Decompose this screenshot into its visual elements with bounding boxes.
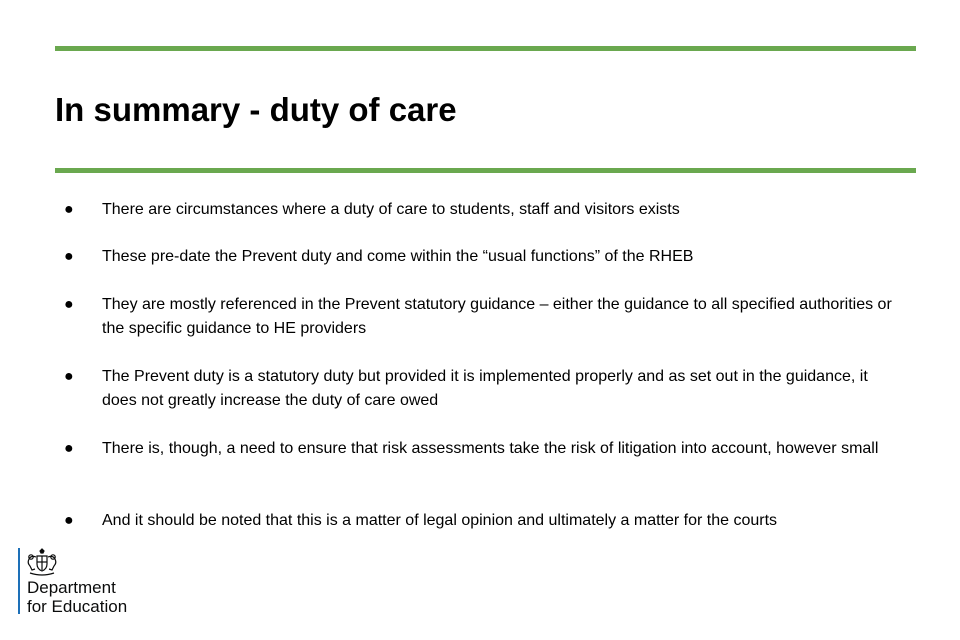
bullet-text: The Prevent duty is a statutory duty but provided it is implemented properly and as set out in the guidance, it does not greatly increase the duty of care owed <box>102 368 868 409</box>
bullet-icon: ● <box>64 440 74 457</box>
logo-line-1: Department <box>27 578 116 597</box>
logo-bar <box>18 548 20 614</box>
bullet-icon: ● <box>64 248 74 265</box>
bullet-text: They are mostly referenced in the Prevent statutory guidance – either the guidance to all specified authorities or the specific guidance to HE providers <box>102 296 892 337</box>
top-rule <box>55 46 916 51</box>
bullet-icon: ● <box>64 512 74 529</box>
royal-coat-of-arms-icon <box>25 548 59 576</box>
bullet-icon: ● <box>64 201 74 218</box>
bullet-icon: ● <box>64 296 74 313</box>
bullet-text: There is, though, a need to ensure that risk assessments take the risk of litigation into account, however small <box>102 440 879 457</box>
bullet-text: These pre-date the Prevent duty and come within the “usual functions” of the RHEB <box>102 248 694 265</box>
bullet-text: There are circumstances where a duty of care to students, staff and visitors exists <box>102 201 680 218</box>
logo-text <box>27 578 127 616</box>
slide-title: In summary - duty of care <box>55 91 457 128</box>
bullet-icon: ● <box>64 368 74 385</box>
logo-line-2: for Education <box>27 597 128 616</box>
bottom-rule <box>55 168 916 173</box>
bullet-text: And it should be noted that this is a matter of legal opinion and ultimately a matter for the courts <box>102 512 778 529</box>
